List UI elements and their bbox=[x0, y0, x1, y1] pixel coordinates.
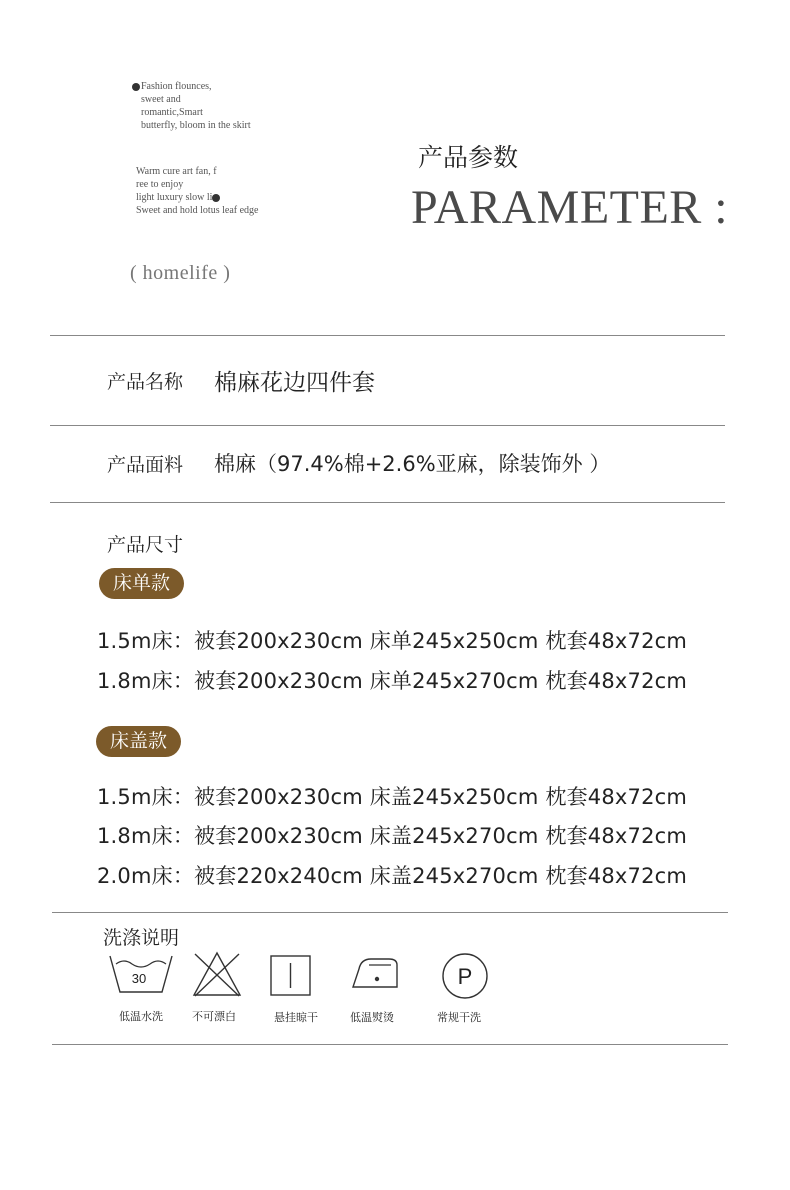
low-iron-icon bbox=[351, 955, 401, 991]
decor-line: sweet and bbox=[141, 94, 181, 105]
divider bbox=[50, 502, 725, 503]
bullet-dot-icon bbox=[132, 83, 140, 91]
decor-line: Sweet and hold lotus leaf edge bbox=[136, 205, 259, 216]
divider bbox=[50, 335, 725, 336]
bullet-dot-icon bbox=[212, 194, 220, 202]
size-row: 1.5m床：被套200x230cm 床单245x250cm 枕套48x72cm bbox=[97, 629, 688, 653]
sheet-style-tag: 床单款 bbox=[99, 568, 184, 599]
wash-label: 低温水洗 bbox=[119, 1010, 163, 1023]
section-title-en: PARAMETER : bbox=[411, 181, 729, 234]
decor-line: Fashion flounces, bbox=[141, 81, 212, 92]
product-fabric-value: 棉麻（97.4%棉+2.6%亚麻，除装饰外 ） bbox=[214, 452, 611, 476]
decor-line: butterfly, bloom in the skirt bbox=[141, 120, 251, 131]
no-bleach-icon bbox=[191, 950, 243, 998]
dry-clean-p-icon bbox=[441, 952, 489, 1000]
homelife-caption: ( homelife ) bbox=[130, 262, 231, 284]
wash-label: 低温熨烫 bbox=[350, 1011, 394, 1024]
product-name-label: 产品名称 bbox=[107, 371, 184, 393]
divider bbox=[52, 1044, 728, 1045]
wash-temperature: 30 bbox=[131, 971, 147, 986]
wash-label: 悬挂晾干 bbox=[274, 1011, 318, 1024]
size-row: 1.8m床：被套200x230cm 床单245x270cm 枕套48x72cm bbox=[97, 669, 688, 693]
decor-line: ree to enjoy bbox=[136, 179, 184, 190]
cover-style-tag: 床盖款 bbox=[96, 726, 181, 757]
decorative-text-block-2 bbox=[136, 165, 258, 217]
section-title-cn: 产品参数 bbox=[418, 143, 519, 172]
washing-title: 洗涤说明 bbox=[103, 927, 180, 949]
decor-line: Warm cure art fan, f bbox=[136, 166, 217, 177]
hang-dry-icon bbox=[270, 955, 312, 997]
divider bbox=[52, 912, 728, 913]
size-row: 2.0m床：被套220x240cm 床盖245x270cm 枕套48x72cm bbox=[97, 864, 688, 888]
decor-line: romantic,Smart bbox=[141, 107, 203, 118]
size-row: 1.5m床：被套200x230cm 床盖245x250cm 枕套48x72cm bbox=[97, 785, 688, 809]
decor-line: light luxury slow li bbox=[136, 192, 213, 203]
wash-label: 不可漂白 bbox=[192, 1010, 236, 1023]
wash-label: 常规干洗 bbox=[437, 1011, 481, 1024]
decorative-text-block-1 bbox=[132, 80, 251, 132]
product-name-value: 棉麻花边四件套 bbox=[214, 370, 375, 396]
dry-clean-letter: P bbox=[457, 964, 473, 989]
size-row: 1.8m床：被套200x230cm 床盖245x270cm 枕套48x72cm bbox=[97, 824, 688, 848]
product-fabric-label: 产品面料 bbox=[107, 454, 184, 476]
product-size-label: 产品尺寸 bbox=[107, 534, 184, 556]
divider bbox=[50, 425, 725, 426]
wash-tub-30-icon bbox=[108, 952, 174, 998]
